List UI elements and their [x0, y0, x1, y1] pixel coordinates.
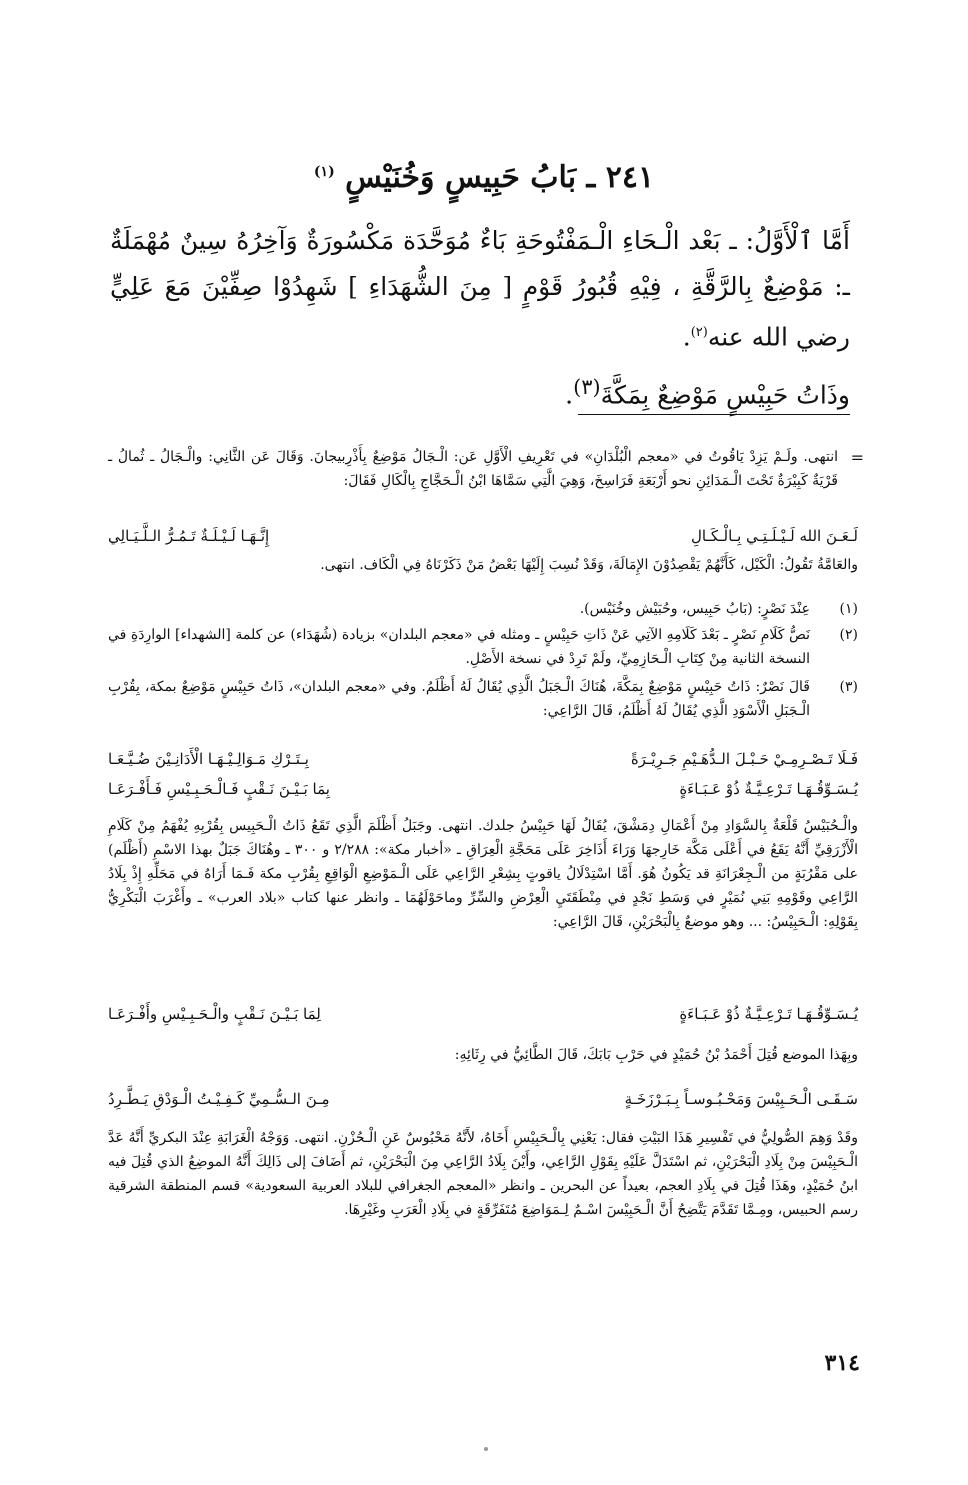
footnote-3-verse-3 [108, 1000, 858, 1028]
verse-first-hemistich: لَـعَـنَ الله لَـيْـلَـتِـي بِـالْـكَـالِ [691, 527, 858, 545]
footnote-3-verse-4 [108, 1085, 858, 1113]
verse-first-hemistich: سَـقَـى الْـحَـبِيْسَ وَمَحْـبُـوسـاً بِـبَـرْزَخَـةٍ [624, 1090, 858, 1108]
scan-speck [484, 1447, 488, 1451]
footnote-text: قَالَ نَصْرٌ: ذَاتُ حَبِيْسٍ مَوْضِعٌ بِمَكَّةَ، هُنَاكَ الْـجَبَلُ الَّذِي يُقَالُ لَهُ أَظْلَمُ. وفي «معجم البلدان»، ذَاتُ حَبِيْسٍ مَوْضِعٌ بمكة، بِقُرْبِ الْـجَبَلِ الْأَسْوَدِ الَّذِي يُقَالُ لَهُ أَظْلَمُ، قَالَ الرَّاعِي: [108, 679, 810, 719]
verse-second-hemistich: بِمَا بَـيْـنَ نَـقْبٍ فَـالْـحَـبِـيْسِ فَـأَفْـرَعَـا [108, 780, 330, 798]
verse-first-hemistich: فَـلَا تَـصْـرِمِـيْ حَـبْـلَ الـدُّهَـيْمِ جَـرِيْـرَةً [630, 750, 858, 768]
main-paragraph-1-note: (٢) [690, 325, 708, 340]
continued-footnote: انتهى. ولَـمْ يَزِدْ يَاقُوتُ في «معجم الْبُلْدَانِ» في تَعْرِيفِ الْأَوَّلِ عَن: الْـجَالُ مَوْضِعٌ بِأَذْرِبيجانَ. وَقَالَ عَن الثَّانِي: والْـجَالُ ـ ثُمالُ ـ قَرْيَةٌ كَبِيْرَةٌ تَحْتَ الْـمَدَائِنِ نحو أَرْبَعَةِ فَرَاسِخَ، وَهِيَ الَّتِي سَمَّاهَا ابْنُ الْـحَجَّاجِ بِالْكَالِ فَقَالَ: [108, 449, 838, 489]
continuation-marker: = [850, 448, 864, 467]
footnote-separator [578, 414, 850, 415]
continued-footnote-after: والعَامَّةُ تَقُولُ: الْكَيْل، كَأَنَّهُمْ يَقْصِدُوْنَ الإِمَالَةَ، وَقَدْ نُسِبَ إِلَيْهَا بَعْضُ مَنْ ذَكَرْنَاهُ فِي الْكَاف. انتهى. [320, 557, 858, 573]
footnote-1 [108, 597, 858, 621]
footnote-text: عِنْدَ نَصْرٍ: (بَابُ حَبِيس، وحُبَيْش وخُنَيْس). [579, 601, 810, 617]
continued-footnote-verse [108, 522, 858, 550]
verse-first-hemistich: يُـسَـوِّقُـهَـا تَـرْعِـيَّـةٌ ذُوْ عَـبَـاءَةٍ [679, 1005, 858, 1023]
footnote-3-prose-1: والْـحُبَيْسُ قَلْعَةٌ بِالسَّوَادِ مِنْ أَعْمَالِ دِمَشْقَ، يُقَالُ لَهَا حَبِيْسُ جلدك. انتهى. وجَبَلُ أَظْلَمَ الَّذِي تَقَعُ ذَاتُ الْـحَبِيس بِقُرْبِهِ يُفْهَمُ مِنْ كَلَامِ الْأَزْرَقِيِّ أَنَّهُ يَقَعُ في أَعْلَى مَكَّة خَارِجهَا وَرَاءَ أَذَاخِرَ عَلَى مَحَجَّةِ الْعِرَاقِ ـ «أخبار مكة»: ٢/٢٨٨ و ٣٠٠ ـ وهُنَاكَ جَبَلٌ بهذا الاسْمِ (أَظْلَم) على مَقْرُبَةٍ من الْـجِعْرَانَةِ قد يَكُونُ هُوَ. أَمَّا اسْتِدْلَالُ ياقوتٍ بِشِعْرِ الرَّاعِي عَلَى الْـمَوْضِعِ الْوَاقِعِ بِقُرْبِ مكة فَـمَا أَرَاهُ في مَحَلِّهِ إِذْ بِلَادُ الرَّاعِي وقَوْمِهِ بَنِي نُمَيْرٍ في وَسَطِ نَجْدٍ في مِنْطَقَتَيِ الْعِرْضِ والسِّرِّ وماحَوْلَهُمَا ـ وانظر عنها كتاب «بلاد العرب» ـ وأَغْرَبَ الْبَكْرِيُّ بِقَوْلِهِ: الْـحَبِيْسُ: ... وهو موضعٌ بِالْبَحْرَيْنِ، قَالَ الرَّاعِي: [108, 818, 859, 930]
entry-title-text: ٢٤١ ـ بَابُ حَبِيسٍ وَخُنَيْسٍ [345, 160, 655, 195]
footnote-3-prose-3: وقَدْ وَهِمَ الصُّولِيُّ في تَفْسِيرِ هَذَا البَيْتِ فقال: يَعْنِي بِالْـحَبِيْسِ أَخَاهُ، لأَنَّهُ مَحْبُوسٌ عَنِ الْـحُزْنِ. انتهى. وَوَجْهُ الْغَرَابَةِ عِنْدَ البكريِّ أَنَّهُ عَدَّ الْـحَبِيْسَ مِنْ بِلَادِ الْبَحْرَيْنِ، ثم اسْتَدَلَّ عَلَيْهِ بِقَوْلِ الرَّاعِي، وأَيْنَ بِلَادُ الرَّاعِي مِنَ الْبَحْرَيْنِ، ثم أَضَافَ إلى ذَالِكَ أَنَّهُ الموضِعُ الذي قُتِلَ فيه ابنُ حُمَيْدٍ، وهَذَا قُتِلَ في بِلَادِ العجم، بعيداً عن البحرين ـ وانظر «المعجم الجغرافي للبلاد العربية السعودية» قسم المنطقة الشرقية رسم الحبيس، ومِـمَّا تَقَدَّمَ يَتَّضِحُ أَنَّ الْـحَبِيْسَ اسْـمٌ لِـمَوَاضِعَ مُتَفَرِّقَةٍ في بِلَادِ الْعَرَبِ وغَيْرِهَا. [108, 1130, 858, 1218]
footnote-number: (٢) [839, 627, 858, 643]
main-paragraph-2-note: (٣) [573, 375, 601, 399]
footnote-3-verse-2 [108, 775, 858, 803]
verse-second-hemistich: مِـنَ الـسُّـمِيِّ كَـفِـيْـتُ الْـوَدْقِ يَـطَّـرِدُ [108, 1090, 330, 1108]
verse-second-hemistich: لِمَا بَـيْـنَ نَـقْبٍ والْـحَـبِـيْسِ وأَفْـرَعَـا [108, 1005, 321, 1023]
verse-second-hemistich: إِنَّـهَـا لَـيْـلَـةٌ تَـمُـرُّ الـلَّـيَـالِي [108, 527, 270, 545]
footnote-3-prose-2: وبِهَذا الموضع قُتِلَ أَحْمَدُ بْنُ حُمَيْدٍ في حَرْبِ بَابَكَ، قَالَ الطَّائِيُّ في رِثَائِهِ: [454, 1047, 858, 1063]
footnote-3 [108, 675, 858, 723]
footnote-number: (٣) [839, 679, 858, 695]
footnote-text: نَصُّ كَلَامِ نَصْرٍ ـ بَعْدَ كَلَامِهِ الآتِي عَنْ ذَاتِ حَبِيْسٍ ـ ومثله في «معجم البلدان» بزيادة (شُهَدَاء) عن كلمة [الشهداء] الوارِدَةِ في النسخة الثانية مِنْ كِتَابِ الْـحَازِمِيِّ، ولَمْ تَرِدْ في نسخة الأَصْلِ. [108, 627, 810, 667]
verse-first-hemistich: يُـسَـوِّقُـهَـا تَـرْعِـيَّـةٌ ذُوْ عَـبَـاءَةٍ [679, 780, 858, 798]
verse-second-hemistich: بِـتَـرْكِ مَـوَالِـيْـهَـا الْأَدَانِـيْنَ ضُـيَّـعَـا [108, 750, 309, 768]
main-paragraph-2-text: وذَاتُ حَبِيْسٍ مَوْضِعٌ بِمَكَّةَ [600, 380, 850, 410]
page-number: ٣١٤ [824, 1350, 860, 1376]
entry-title [0, 160, 968, 195]
main-paragraph-1: أَمَّا ٱلْأَوَّلُ: ـ بَعْد الْـحَاءِ الْـمَفْتُوحَةِ بَاءٌ مُوَحَّدَة مَكْسُورَةٌ وَآخِرُهُ سِينٌ مُهْمَلَةٌ ـ: مَوْضِعٌ بِالرَّقَّةِ ، فِيْهِ قُبُورُ قَوْمٍ [ مِنَ الشُّهَدَاءِ ] شَهِدُوْا صِفِّيْنَ مَعَ عَلِيٍّ رضي الله عنه$^{(٢)}$. [110, 226, 850, 352]
entry-title-note: (١) [313, 164, 335, 180]
main-paragraph-2: وذَاتُ حَبِيْسٍ مَوْضِعٌ بِمَكَّةَ$^{(٣)}$. [565, 375, 850, 410]
main-paragraph-1-text: أَمَّا ٱلْأَوَّلُ: ـ بَعْد الْـحَاءِ الْـمَفْتُوحَةِ بَاءٌ مُوَحَّدَة مَكْسُورَةٌ وَآخِرُهُ سِينٌ مُهْمَلَةٌ ـ: مَوْضِعٌ بِالرَّقَّةِ ، فِيْهِ قُبُورُ قَوْمٍ [ مِنَ الشُّهَدَاءِ ] شَهِدُوْا صِفِّيْنَ مَعَ عَلِيٍّ رضي الله عنه [110, 226, 850, 352]
footnote-number: (١) [839, 601, 858, 617]
footnote-2 [108, 623, 858, 671]
footnote-3-verse-1 [108, 745, 858, 773]
